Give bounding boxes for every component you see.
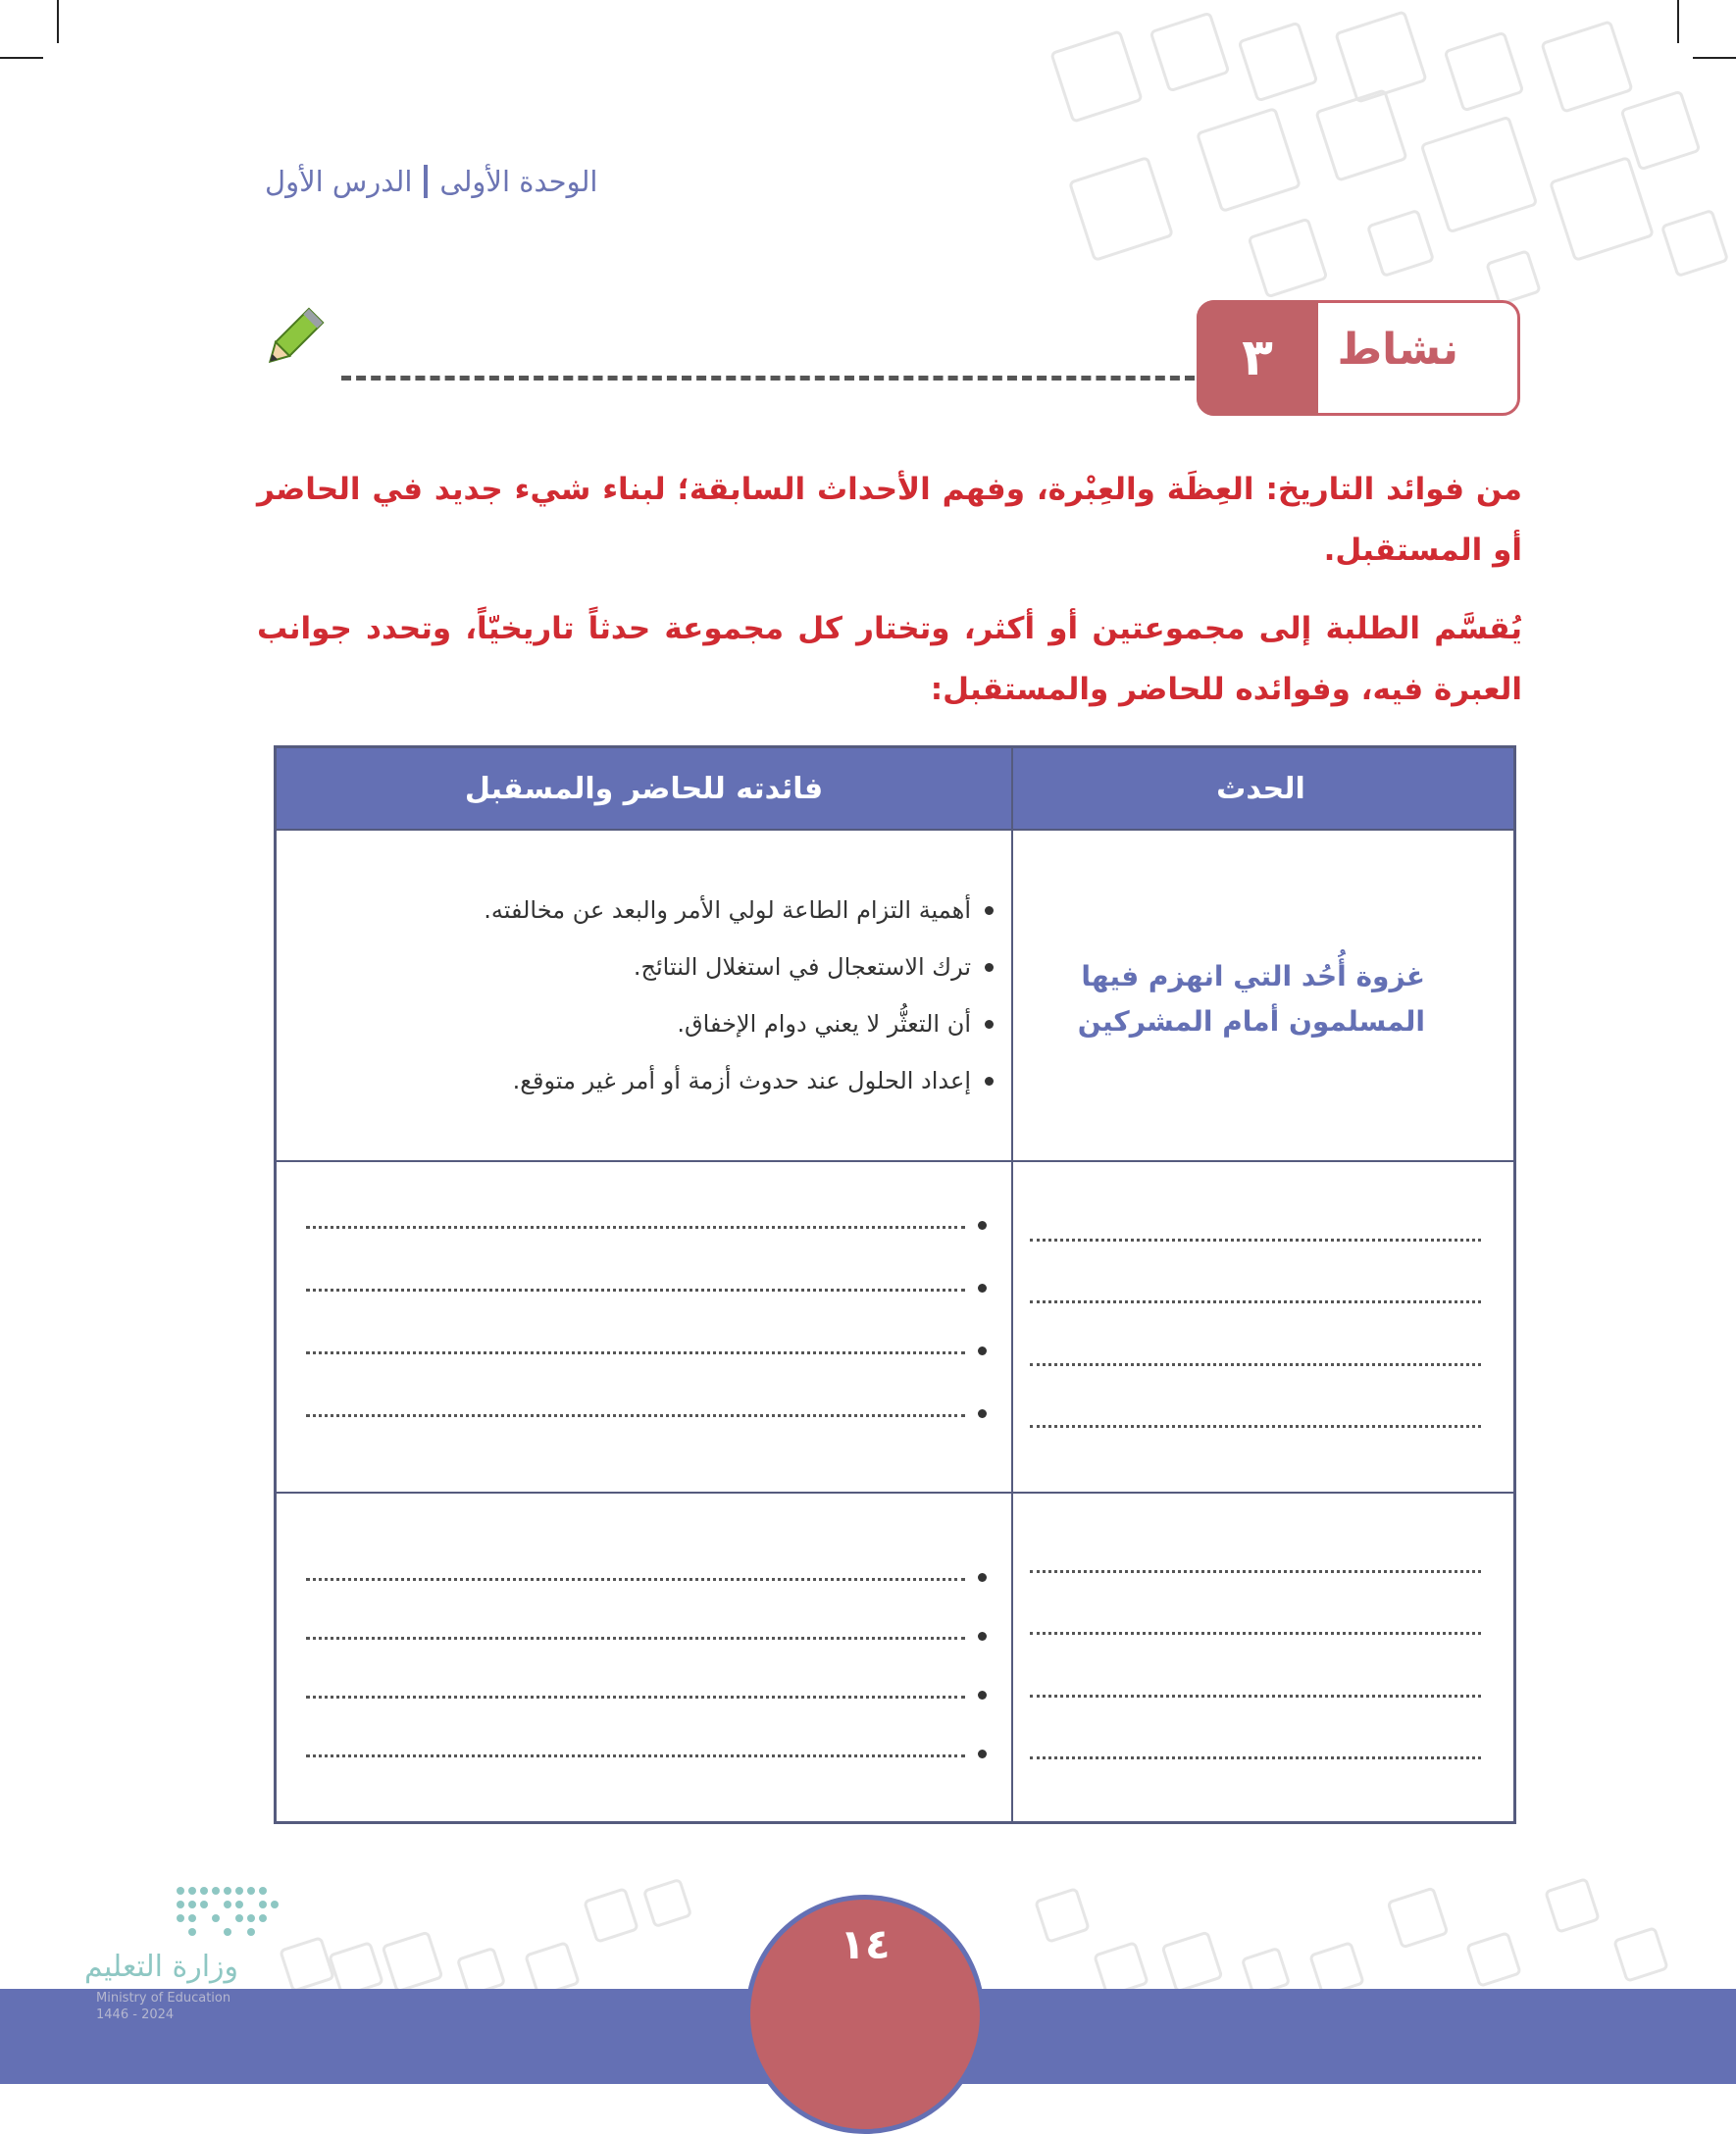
benefit-answer-line[interactable] [306,1351,965,1354]
bullet [978,1409,987,1418]
instruction-paragraph: يُقسَّم الطلبة إلى مجموعتين أو أكثر، وتختار كل مجموعة حدثاً تاريخيّاً، وتحدد جوانب العبرة فيه، وفوائده للحاضر والمستقبل: [257,611,1522,707]
example-event-line: المسلمون أمام المشركين [1077,1005,1425,1038]
ministry-name-en: Ministry of Education [96,1991,231,2006]
bullet [978,1632,987,1641]
benefit-answer-line[interactable] [306,1637,965,1640]
crop-mark [57,0,59,43]
bullet [978,1221,987,1230]
bullet [985,963,994,972]
row-divider [277,1492,1513,1494]
event-answer-line[interactable] [1030,1632,1481,1635]
breadcrumb-separator [424,165,428,198]
column-divider [1011,748,1013,1821]
bullet [978,1284,987,1293]
page-number: ١٤ [840,1920,891,1968]
column-header-benefit: فائدته للحاضر والمسقبل [277,748,1011,829]
bullet [978,1691,987,1700]
column-header-event: الحدث [1008,748,1513,829]
list-item: إعداد الحلول عند حدوث أزمة أو أمر غير متوقع. [307,1052,994,1109]
bullet [978,1750,987,1758]
event-answer-line[interactable] [1030,1300,1481,1303]
logo-dots-icon [173,1883,281,1938]
crop-mark [1693,57,1736,59]
benefit-answer-line[interactable] [306,1754,965,1757]
row-divider [277,829,1513,831]
event-answer-line[interactable] [1030,1363,1481,1366]
dashed-divider [341,376,1195,381]
bullet [978,1346,987,1355]
bullet [985,1077,994,1086]
list-item: أن التعثُّر لا يعني دوام الإخفاق. [307,995,994,1052]
activity-number: ٣ [1197,300,1318,416]
example-event [1033,954,1425,1044]
edition-year: 2024 - 1446 [96,2007,175,2022]
bullet [985,1020,994,1029]
event-answer-line[interactable] [1030,1425,1481,1428]
lesson-label: الدرس الأول [265,165,413,198]
unit-label: الوحدة الأولى [439,165,598,198]
list-item: أهمية التزام الطاعة لولي الأمر والبعد عن مخالفته. [307,882,994,939]
list-item: ترك الاستعجال في استغلال النتائج. [307,939,994,995]
benefit-answer-line[interactable] [306,1414,965,1417]
activity-table [274,745,1516,1824]
event-answer-line[interactable] [1030,1239,1481,1242]
activity-label: نشاط [1337,325,1458,375]
bullet [978,1573,987,1582]
example-benefits [307,882,994,1109]
benefit-answer-line[interactable] [306,1696,965,1699]
example-event-line: غزوة أُحُد التي انهزم فيها [1081,960,1425,992]
pencil-icon [257,304,328,375]
row-divider [277,1160,1513,1162]
event-answer-line[interactable] [1030,1756,1481,1759]
crop-mark [0,57,43,59]
benefit-answer-line[interactable] [306,1289,965,1292]
crop-mark [1677,0,1679,43]
benefit-answer-line[interactable] [306,1578,965,1581]
breadcrumb [265,165,628,198]
event-answer-line[interactable] [1030,1570,1481,1573]
ministry-logo [75,1883,271,2030]
ministry-name: وزارة التعليم [84,1950,239,1984]
benefit-answer-line[interactable] [306,1226,965,1229]
instruction-paragraph: من فوائد التاريخ: العِظَة والعِبْرة، وفهم الأحداث السابقة؛ لبناء شيء جديد في الحاضر أو المستقبل. [257,472,1522,568]
bullet [985,906,994,915]
event-answer-line[interactable] [1030,1695,1481,1698]
